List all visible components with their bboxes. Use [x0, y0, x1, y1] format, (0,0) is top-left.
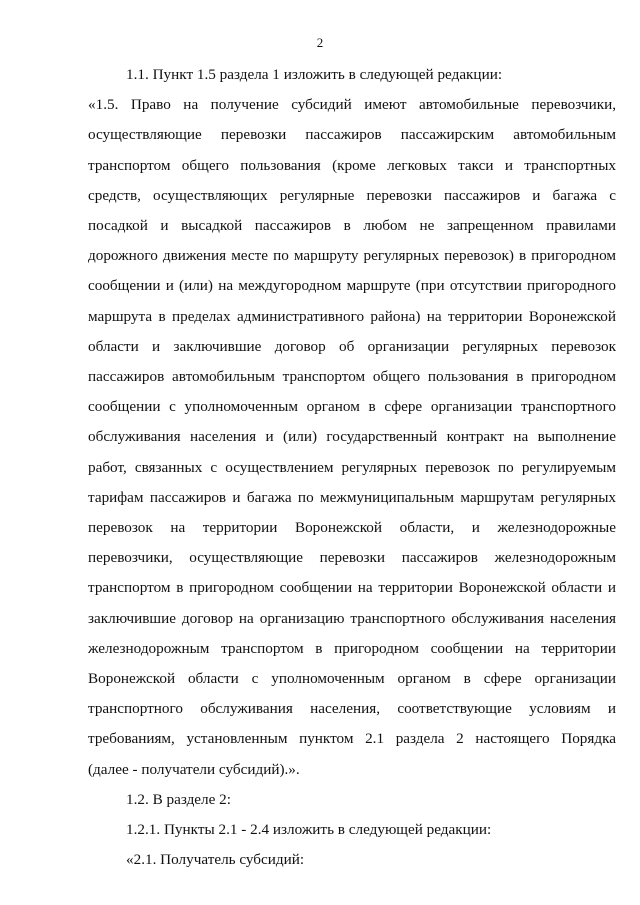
document-body — [88, 60, 616, 875]
text-line: «1.5. Право на получение субсидий имеют автомобильные перевозчики, — [88, 96, 616, 114]
text-line: пассажиров автомобильным транспортом общего пользования в пригородном — [88, 368, 616, 386]
text-line: перевозок на территории Воронежской области, и железнодорожные — [88, 519, 616, 537]
text-line: дорожного движения месте по маршруту регулярных перевозок) в пригородном — [88, 247, 616, 265]
text-line: требованиям, установленным пунктом 2.1 раздела 2 настоящего Порядка — [88, 730, 616, 748]
text-line: посадкой и высадкой пассажиров в любом не запрещенном правилами — [88, 217, 616, 235]
text-line: перевозчики, осуществляющие перевозки пассажиров железнодорожным — [88, 549, 616, 567]
text-line: обслуживания населения и (или) государственный контракт на выполнение — [88, 428, 616, 446]
text-line: сообщении с уполномоченным органом в сфере организации транспортного — [88, 398, 616, 416]
text-line: Воронежской области с уполномоченным органом в сфере организации — [88, 670, 616, 688]
text-line: работ, связанных с осуществлением регулярных перевозок по регулируемым — [88, 458, 616, 476]
paragraph-1-1: 1.1. Пункт 1.5 раздела 1 изложить в следующей редакции: — [126, 66, 503, 83]
paragraph-1-2: 1.2. В разделе 2: — [126, 790, 231, 808]
text-line: заключившие договор на организацию транспортного обслуживания населения — [88, 609, 616, 627]
text-line: осуществляющие перевозки пассажиров пассажирским автомобильным — [88, 126, 616, 144]
text-line: средств, осуществляющих регулярные перевозки пассажиров и багажа с — [88, 186, 616, 204]
text-line: области и заключившие договор об организации регулярных перевозок — [88, 337, 616, 355]
text-line: транспортного обслуживания населения, соответствующие условиям и — [88, 700, 616, 718]
text-line: (далее - получатели субсидий).». — [88, 760, 300, 778]
text-line: железнодорожным транспортом в пригородном сообщении на территории — [88, 639, 616, 657]
text-line: тарифам пассажиров и багажа по межмуниципальным маршрутам регулярных — [88, 488, 616, 506]
page-number: 2 — [316, 35, 324, 50]
text-line: сообщении и (или) на междугородном маршруте (при отсутствии пригородного — [88, 277, 616, 295]
paragraph-1-2-1: 1.2.1. Пункты 2.1 - 2.4 изложить в следующей редакции: — [126, 821, 492, 839]
text-line: маршрута в пределах административного района) на территории Воронежской — [88, 307, 616, 325]
paragraph-2-1: «2.1. Получатель субсидий: — [126, 851, 305, 869]
text-line: транспортом общего пользования (кроме легковых такси и транспортных — [88, 156, 616, 174]
text-line: транспортом в пригородном сообщении на территории Воронежской области и — [88, 579, 616, 597]
paragraph-1-5 — [88, 90, 616, 785]
